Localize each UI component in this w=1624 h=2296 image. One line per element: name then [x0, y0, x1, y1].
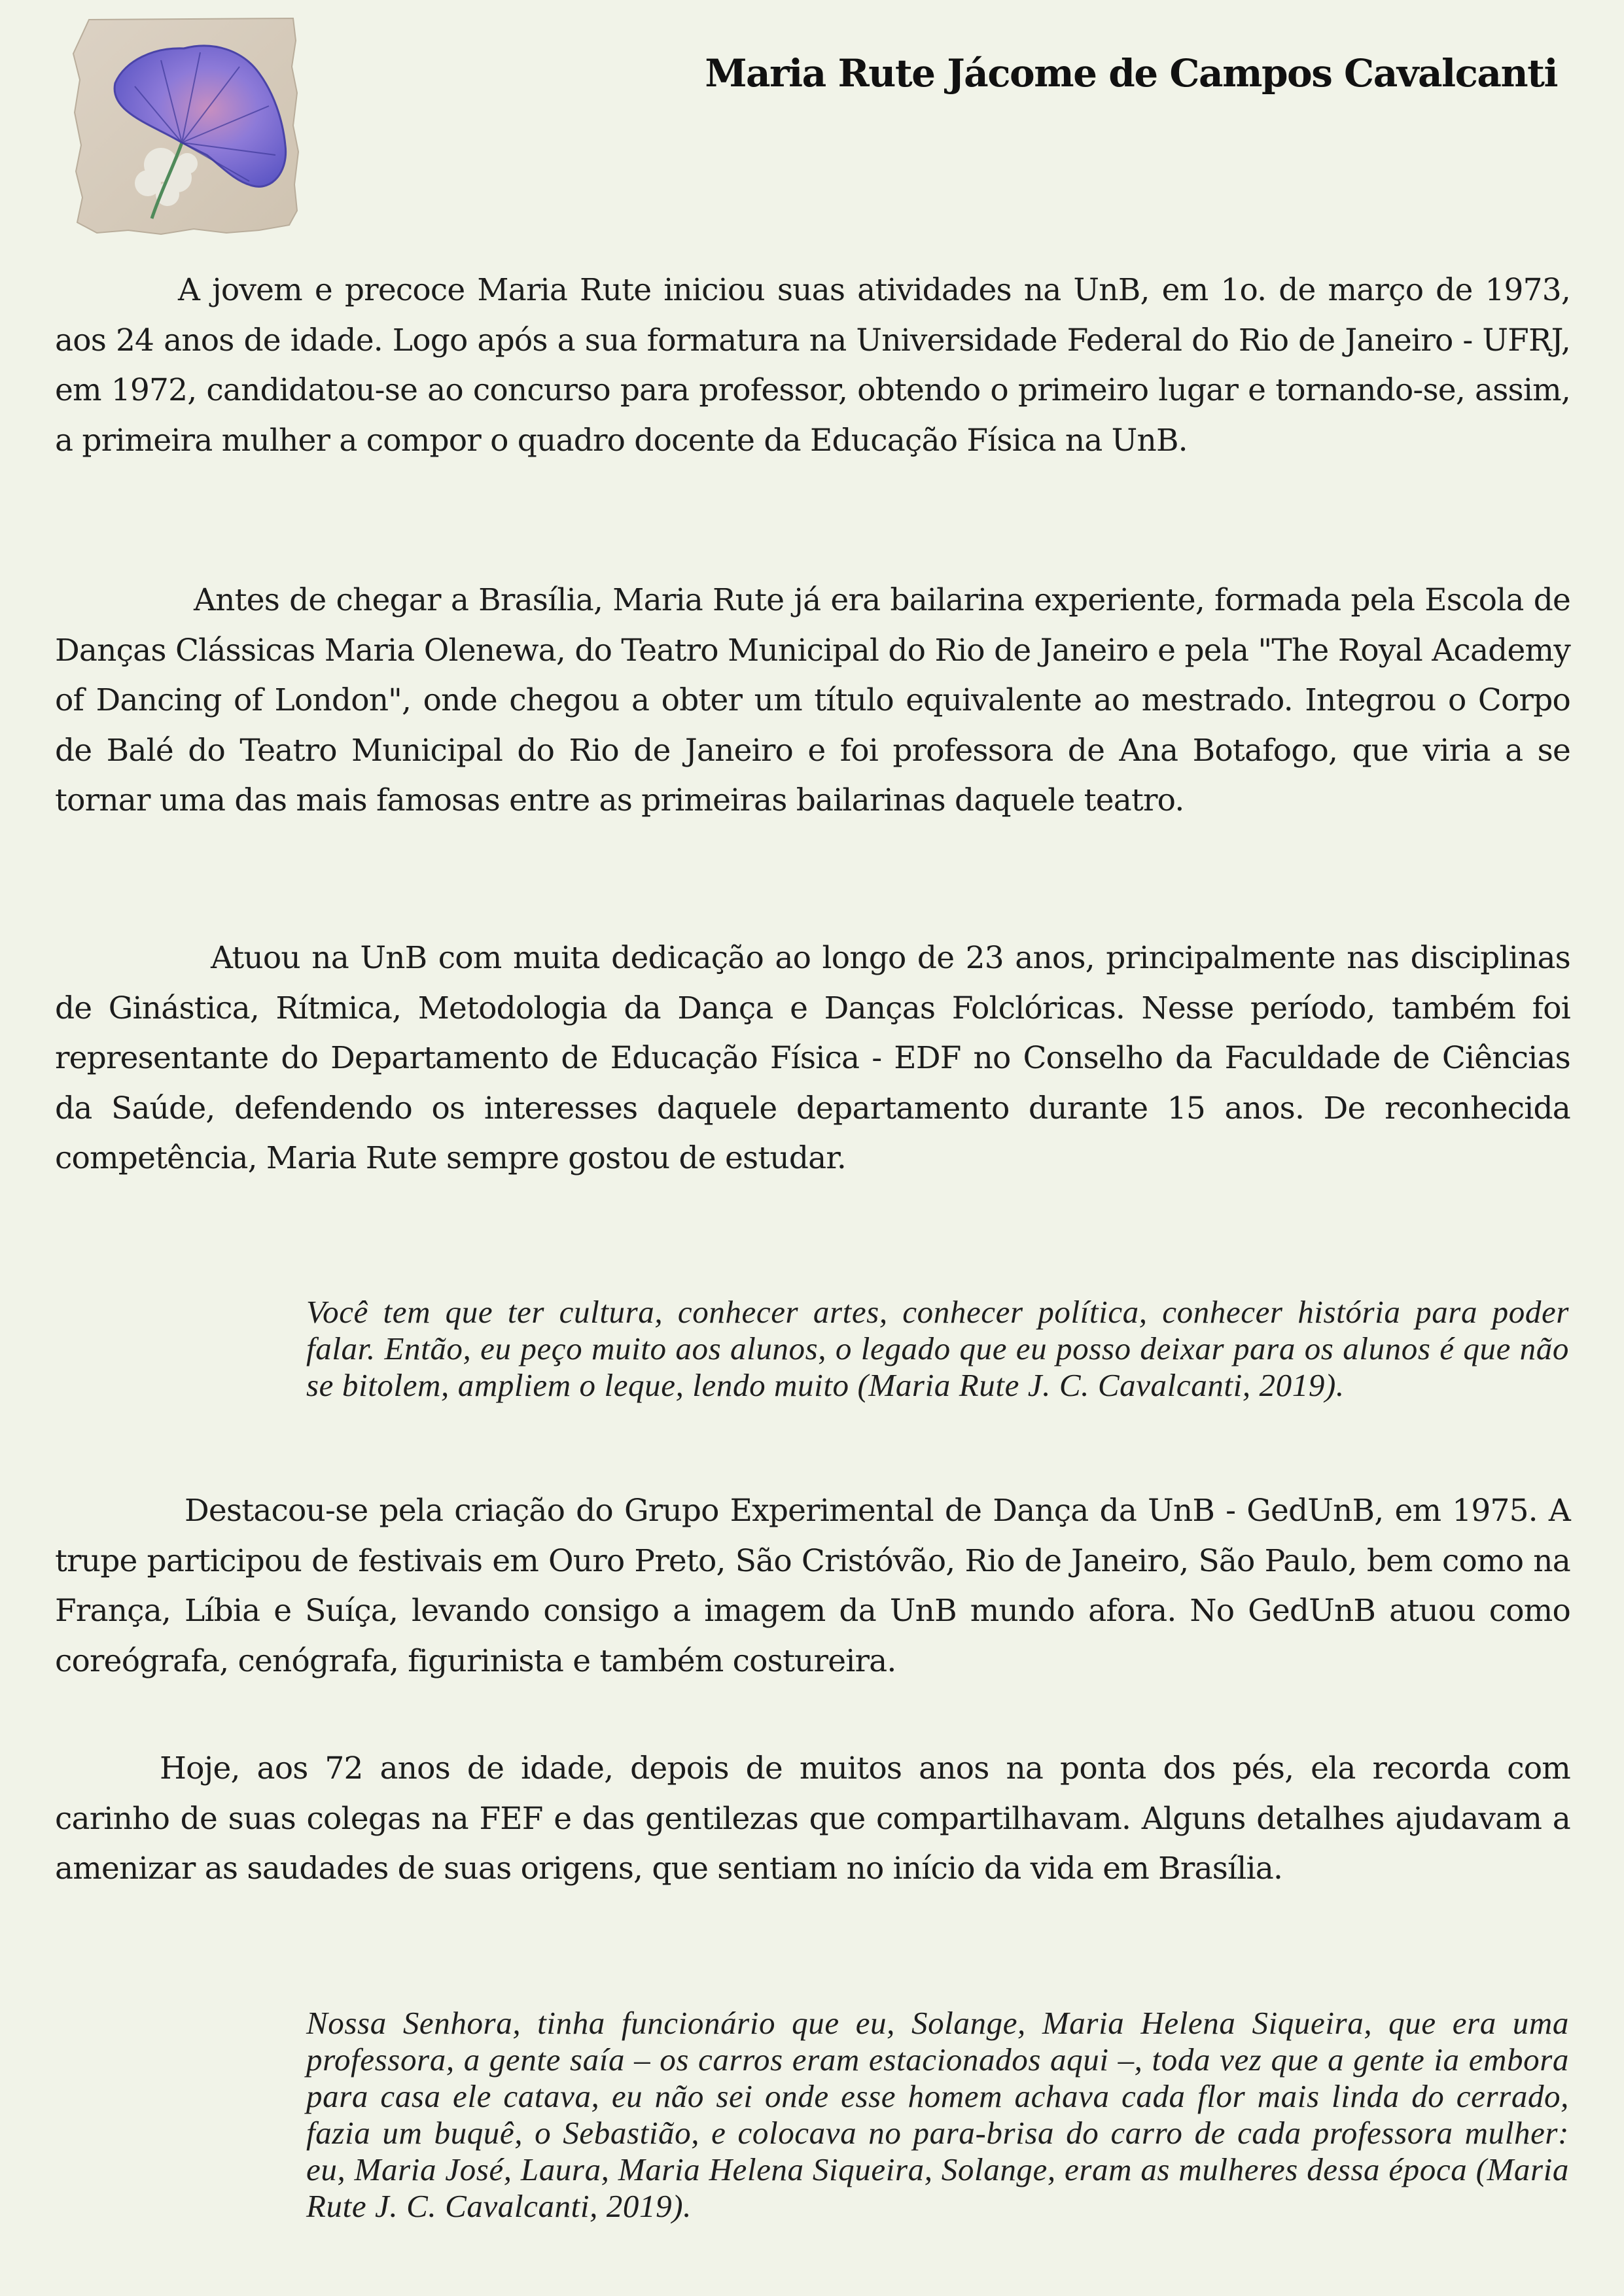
flower-photo: [63, 14, 311, 237]
quote-1: Você tem que ter cultura, conhecer artes, conhecer política, conhecer história para poder falar. Então, eu peço muito aos alunos, o legado que eu posso deixar para os alunos é que não se bitolem, ampliem o leque, lendo muito (Maria Rute J. C. Cavalcanti, 2019).: [306, 1294, 1569, 1403]
paragraph-5: Hoje, aos 72 anos de idade, depois de muitos anos na ponta dos pés, ela recorda com carinho de suas colegas na FEF e das gentilezas que compartilhavam. Alguns detalhes ajudavam a amenizar as saudades de suas origens, que sentiam no início da vida em Brasília.: [55, 1750, 1570, 1887]
flower-image: [63, 14, 311, 237]
paragraph-2: Antes de chegar a Brasília, Maria Rute já era bailarina experiente, formada pela Escola de Danças Clássicas Maria Olenewa, do Teatro Municipal do Rio de Janeiro e pela "The Royal Academy of Dancing of London", onde chegou a obter um título equivalente ao mestrado. Integrou o Corpo de Balé do Teatro Municipal do Rio de Janeiro e foi professora de Ana Botafogo, que viria a se tornar uma das mais famosas entre as primeiras bailarinas daquele teatro.: [55, 582, 1570, 818]
paragraph-1: A jovem e precoce Maria Rute iniciou suas atividades na UnB, em 1o. de março de 1973, aos 24 anos de idade. Logo após a sua formatura na Universidade Federal do Rio de Janeiro - UFRJ, em 1972, candidatou-se ao concurso para professor, obtendo o primeiro lugar e tornando-se, assim, a primeira mulher a compor o quadro docente da Educação Física na UnB.: [55, 272, 1570, 459]
paragraph-3: Atuou na UnB com muita dedicação ao longo de 23 anos, principalmente nas disciplinas de Ginástica, Rítmica, Metodologia da Dança e Danças Folclóricas. Nesse período, também foi representante do Departamento de Educação Física - EDF no Conselho da Faculdade de Ciências da Saúde, defendendo os interesses daquele departamento durante 15 anos. De reconhecida competência, Maria Rute sempre gostou de estudar.: [55, 940, 1570, 1176]
page-title: Maria Rute Jácome de Campos Cavalcanti: [705, 51, 1557, 96]
quote-2: Nossa Senhora, tinha funcionário que eu, Solange, Maria Helena Siqueira, que era uma professora, a gente saía – os carros eram estacionados aqui –, toda vez que a gente ia embora para casa ele catava, eu não sei onde esse homem achava cada flor mais linda do cerrado, fazia um buquê, o Sebastião, e colocava no para-brisa do carro de cada professora mulher: eu, Maria José, Laura, Maria Helena Siqueira, Solange, eram as mulheres dessa época (Maria Rute J. C. Cavalcanti, 2019).: [306, 2005, 1569, 2224]
paragraph-4: Destacou-se pela criação do Grupo Experimental de Dança da UnB - GedUnB, em 1975. A trupe participou de festivais em Ouro Preto, São Cristóvão, Rio de Janeiro, São Paulo, bem como na França, Líbia e Suíça, levando consigo a imagem da UnB mundo afora. No GedUnB atuou como coreógrafa, cenógrafa, figurinista e também costureira.: [55, 1493, 1570, 1679]
